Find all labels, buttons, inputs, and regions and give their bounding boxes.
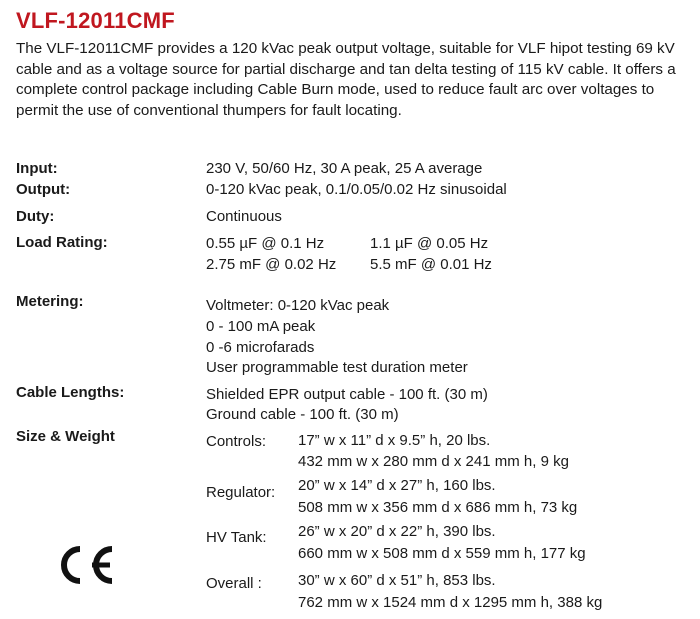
cable-line: Shielded EPR output cable - 100 ft. (30 m) (206, 386, 488, 403)
regulator-imperial: 20” w x 14” d x 27” h, 160 lbs. (298, 477, 496, 494)
cable-lengths-label: Cable Lengths: (16, 384, 125, 401)
controls-label: Controls: (206, 433, 267, 450)
duty-label: Duty: (16, 208, 55, 225)
cable-line: Ground cable - 100 ft. (30 m) (206, 406, 399, 423)
metering-line: 0 - 100 mA peak (206, 318, 316, 335)
metering-line: Voltmeter: 0-120 kVac peak (206, 297, 390, 314)
overall-metric: 762 mm w x 1524 mm d x 1295 mm h, 388 kg (298, 594, 603, 611)
output-label: Output: (16, 181, 71, 198)
ce-mark-icon (56, 545, 118, 585)
output-value: 0-120 kVac peak, 0.1/0.05/0.02 Hz sinusoidal (206, 181, 507, 198)
metering-line: User programmable test duration meter (206, 359, 468, 376)
metering-line: 0 -6 microfarads (206, 339, 315, 356)
regulator-label: Regulator: (206, 484, 276, 501)
overall-imperial: 30” w x 60” d x 51” h, 853 lbs. (298, 572, 496, 589)
load-rating-value: 5.5 mF @ 0.01 Hz (370, 256, 492, 273)
overall-label: Overall : (206, 575, 262, 592)
input-label: Input: (16, 160, 58, 177)
duty-value: Continuous (206, 208, 282, 225)
regulator-metric: 508 mm w x 356 mm d x 686 mm h, 73 kg (298, 499, 578, 516)
controls-metric: 432 mm w x 280 mm d x 241 mm h, 9 kg (298, 453, 569, 470)
load-rating-value: 2.75 mF @ 0.02 Hz (206, 256, 337, 273)
input-value: 230 V, 50/60 Hz, 30 A peak, 25 A average (206, 160, 483, 177)
product-description: The VLF-12011CMF provides a 120 kVac peak output voltage, suitable for VLF hipot testing 69 kV cable and as a voltage source for partial discharge and tan delta testing of 115 kV cable. It offers a complete control package including Cable Burn mode, used to reduce fault arc over voltages to permit the use of conventional thumpers for fault locating. (16, 40, 676, 119)
load-rating-label: Load Rating: (16, 234, 108, 251)
hv-tank-imperial: 26” w x 20” d x 22” h, 390 lbs. (298, 523, 496, 540)
size-weight-label: Size & Weight (16, 428, 115, 445)
hv-tank-metric: 660 mm w x 508 mm d x 559 mm h, 177 kg (298, 545, 586, 562)
load-rating-value: 0.55 µF @ 0.1 Hz (206, 235, 325, 252)
controls-imperial: 17” w x 11” d x 9.5” h, 20 lbs. (298, 432, 491, 449)
hv-tank-label: HV Tank: (206, 529, 267, 546)
product-title: VLF-12011CMF (16, 8, 175, 33)
metering-label: Metering: (16, 293, 84, 310)
load-rating-value: 1.1 µF @ 0.05 Hz (370, 235, 489, 252)
